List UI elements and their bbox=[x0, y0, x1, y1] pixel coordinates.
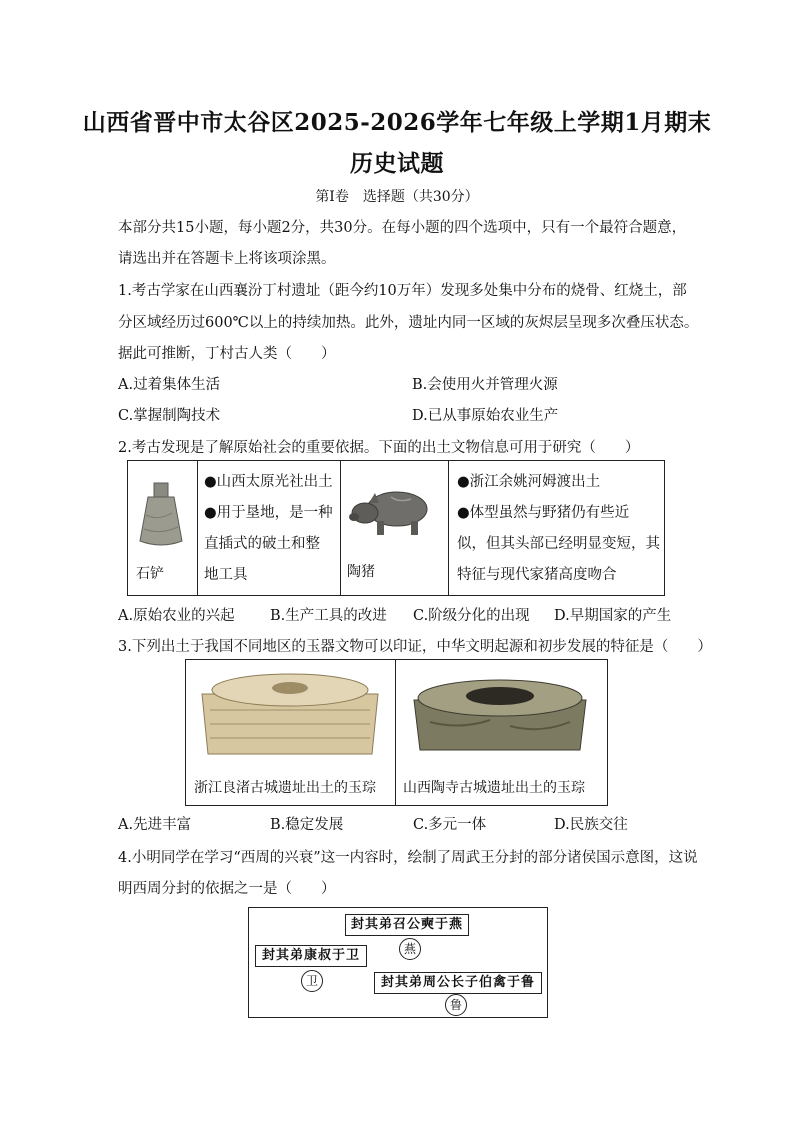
q1-option-b[interactable]: B.会使用火并管理火源 bbox=[412, 377, 558, 393]
pottery-pig-label: 陶猪 bbox=[347, 564, 375, 580]
pottery-pig-info-cell bbox=[449, 461, 664, 595]
q3-jade-table bbox=[185, 659, 608, 806]
diagram-box-yan: 封其弟召公奭于燕 bbox=[345, 914, 469, 936]
q3-option-c[interactable]: C.多元一体 bbox=[413, 817, 487, 833]
pottery-pig-cell bbox=[341, 461, 448, 595]
section-heading: 第Ⅰ卷 选择题（共30分） bbox=[315, 189, 479, 205]
stone-spade-label: 石铲 bbox=[136, 566, 164, 582]
diagram-circle-yan: 燕 bbox=[399, 938, 421, 960]
pottery-pig-info-2: ●体型虽然与野猪仍有些近 bbox=[457, 505, 630, 521]
exam-title-line2: 历史试题 bbox=[350, 150, 444, 177]
q3-stem: 3.下列出土于我国不同地区的玉器文物可以印证，中华文明起源和初步发展的特征是（ ） bbox=[118, 639, 712, 655]
q1-stem-line3: 据此可推断，丁村古人类（ ） bbox=[118, 346, 336, 362]
exam-title-line1: 山西省晋中市太谷区2025-2026学年七年级上学期1月期末 bbox=[82, 109, 712, 136]
q3-option-d[interactable]: D.民族交往 bbox=[554, 817, 628, 833]
q2-stem: 2.考古发现是了解原始社会的重要依据。下面的出土文物信息可用于研究（ ） bbox=[118, 440, 640, 456]
pottery-pig-info-3: 似，但其头部已经明显变短，其 bbox=[457, 536, 660, 552]
liangzhu-jade-cong-image bbox=[190, 666, 390, 766]
q4-stem-line2: 明西周分封的依据之一是（ ） bbox=[118, 881, 336, 897]
stone-spade-info-3: 直插式的破土和整 bbox=[204, 536, 320, 552]
q1-stem-line2: 分区域经历过600℃以上的持续加热。此外，遗址内同一区域的灰烬层呈现多次叠压状态。 bbox=[118, 315, 699, 331]
q2-option-b[interactable]: B.生产工具的改进 bbox=[270, 608, 387, 624]
pottery-pig-image bbox=[341, 473, 448, 563]
stone-spade-info-1: ●山西太原光社出土 bbox=[204, 474, 333, 490]
q2-option-c[interactable]: C.阶级分化的出现 bbox=[413, 608, 530, 624]
intro-line2: 请选出并在答题卡上将该项涂黑。 bbox=[118, 251, 336, 267]
q1-stem-line1: 1.考古学家在山西襄汾丁村遗址（距今约10万年）发现多处集中分布的烧骨、红烧土，部 bbox=[118, 283, 687, 299]
q1-option-d[interactable]: D.已从事原始农业生产 bbox=[412, 408, 559, 424]
q2-option-a[interactable]: A.原始农业的兴起 bbox=[118, 608, 235, 624]
stone-spade-info-4: 地工具 bbox=[204, 567, 248, 583]
stone-spade-cell bbox=[128, 461, 197, 595]
pottery-pig-info-4: 特征与现代家猪高度吻合 bbox=[457, 567, 617, 583]
q1-option-a[interactable]: A.过着集体生活 bbox=[118, 377, 221, 393]
diagram-circle-wei: 卫 bbox=[301, 970, 323, 992]
fief-diagram bbox=[248, 907, 548, 1018]
stone-spade-info-2: ●用于垦地，是一种 bbox=[204, 505, 333, 521]
stone-spade-image bbox=[128, 475, 197, 575]
q2-option-d[interactable]: D.早期国家的产生 bbox=[554, 608, 672, 624]
diagram-box-wei: 封其弟康叔于卫 bbox=[255, 945, 367, 967]
q4-stem-line1: 4.小明同学在学习“西周的兴衰”这一内容时，绘制了周武王分封的部分诸侯国示意图，这说 bbox=[118, 850, 698, 866]
diagram-box-lu: 封其弟周公长子伯禽于鲁 bbox=[374, 972, 542, 994]
q1-option-c[interactable]: C.掌握制陶技术 bbox=[118, 408, 221, 424]
diagram-circle-lu: 鲁 bbox=[445, 994, 467, 1016]
q3-option-a[interactable]: A.先进丰富 bbox=[118, 817, 192, 833]
taosi-jade-cong-image bbox=[400, 666, 600, 766]
stone-spade-info-cell bbox=[198, 461, 340, 595]
taosi-caption: 山西陶寺古城遗址出土的玉琮 bbox=[403, 780, 585, 796]
q3-option-b[interactable]: B.稳定发展 bbox=[270, 817, 344, 833]
q2-artifact-table bbox=[127, 460, 665, 596]
pottery-pig-info-1: ●浙江余姚河姆渡出土 bbox=[457, 474, 601, 490]
liangzhu-caption: 浙江良渚古城遗址出土的玉琮 bbox=[194, 780, 376, 796]
intro-line1: 本部分共15小题，每小题2分，共30分。在每小题的四个选项中，只有一个最符合题意， bbox=[118, 220, 687, 236]
